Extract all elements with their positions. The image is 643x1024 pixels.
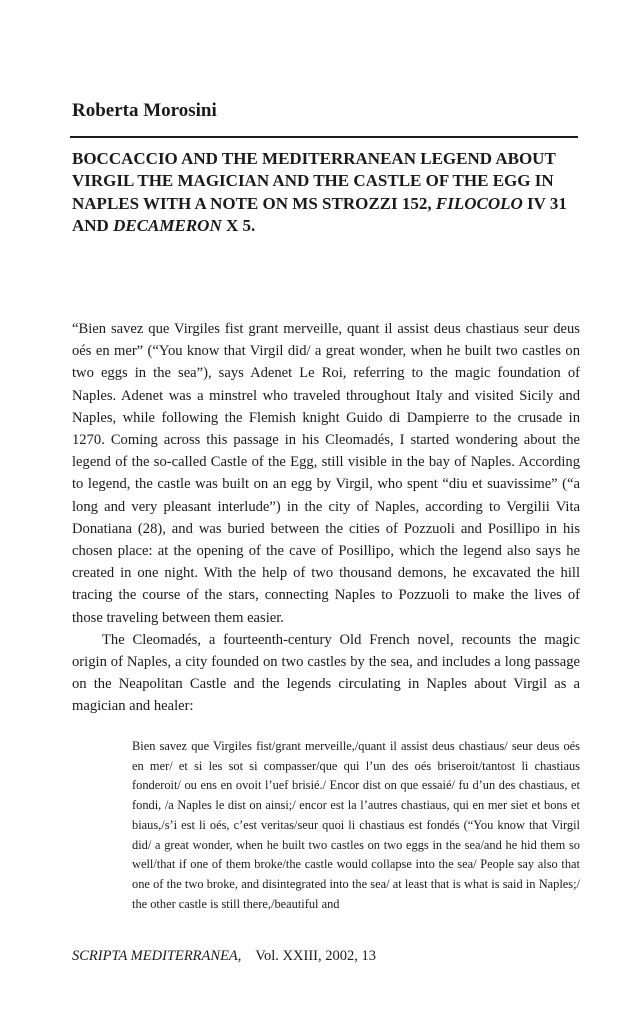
block-quote: Bien savez que Virgiles fist/grant merveille,/quant il assist deus chastiaus/ seur deus oés en mer/ et si les sot si compasser/que qui l’un des oés briseroit/tantost li chastiaus fonderoit/ ou ens en ovoit l’uef brisié./ Encor dist on que essaié/ fu d’un des chastiaus, et fondi, /a Naples le dist on ainsi;/ encor est la l’autres chastiaus, qui en mer siet et bons et biaus,/s’i est li oés, c’est veritas/seur quoi li chastiaus est fondés (“You know that Virgil did/ a great wonder, when he built two castles on two eggs in the sea/and he hid them so well/that if one of them broke/the castle would collapse into the sea/ People say also that one of the two broke, and disintegrated into the sea/ at least that is what is said in Naples;/ the other castle is still there,/beautiful and <box>132 739 580 911</box>
title-text-2: IV 31 AND <box>72 193 567 236</box>
title-text-1: BOCCACCIO AND THE MEDITERRANEAN LEGEND ABOUT VIRGIL THE MAGICIAN AND THE CASTLE OF THE EGG IN NAPLES WITH A NOTE ON MS STROZZI 152, <box>72 149 556 213</box>
body-paragraph-2: The Cleomadés, a fourteenth-century Old French novel, recounts the magic origin of Naples, a city founded on two castles by the sea, and includes a long passage on the Neapolitan Castle and the legends circulating in Naples about Virgil as a magician and healer: <box>72 631 580 715</box>
author-name: Roberta Morosini <box>72 100 217 121</box>
title-text-3: X 5. <box>221 216 256 236</box>
journal-volume: Vol. XXIII, 2002, 13 <box>255 948 376 964</box>
title-italic-filocolo: FILOCOLO <box>435 193 523 213</box>
article-body <box>72 318 580 718</box>
title-rule <box>70 136 578 138</box>
body-paragraph-1: “Bien savez que Virgiles fist grant merveille, quant il assist deus chastiaus seur deus oés en mer” (“You know that Virgil did/ a great wonder, when he built two castles on two eggs in the sea”), says Adenet Le Roi, referring to the magic foundation of Naples. Adenet was a minstrel who traveled throughout Italy and visited Sicily and Naples, while following the Flemish knight Guido di Dampierre to the crusade in 1270. Coming across this passage in his Cleomadés, I started wondering about the legend of the so-called Castle of the Egg, still visible in the bay of Naples. According to legend, the castle was built on an egg by Virgil, who spent “diu et suavissime” (“a long and very pleasant interlude”) in the city of Naples, according to Vergilii Vita Donatiana (28), and was buried between the cities of Pozzuoli and Posillipo in his chosen place: at the opening of the cave of Posillipo, which the legend also says he created in one night. With the help of two thousand demons, he excavated the hill tracing the course of the stars, connecting Naples to Pozzuoli to make the lives of those traveling between them easier. <box>72 321 580 626</box>
journal-name: SCRIPTA MEDITERRANEA, <box>72 948 242 964</box>
article-title <box>72 148 582 238</box>
page-footer <box>72 948 376 965</box>
title-italic-decameron: DECAMERON <box>113 216 222 236</box>
